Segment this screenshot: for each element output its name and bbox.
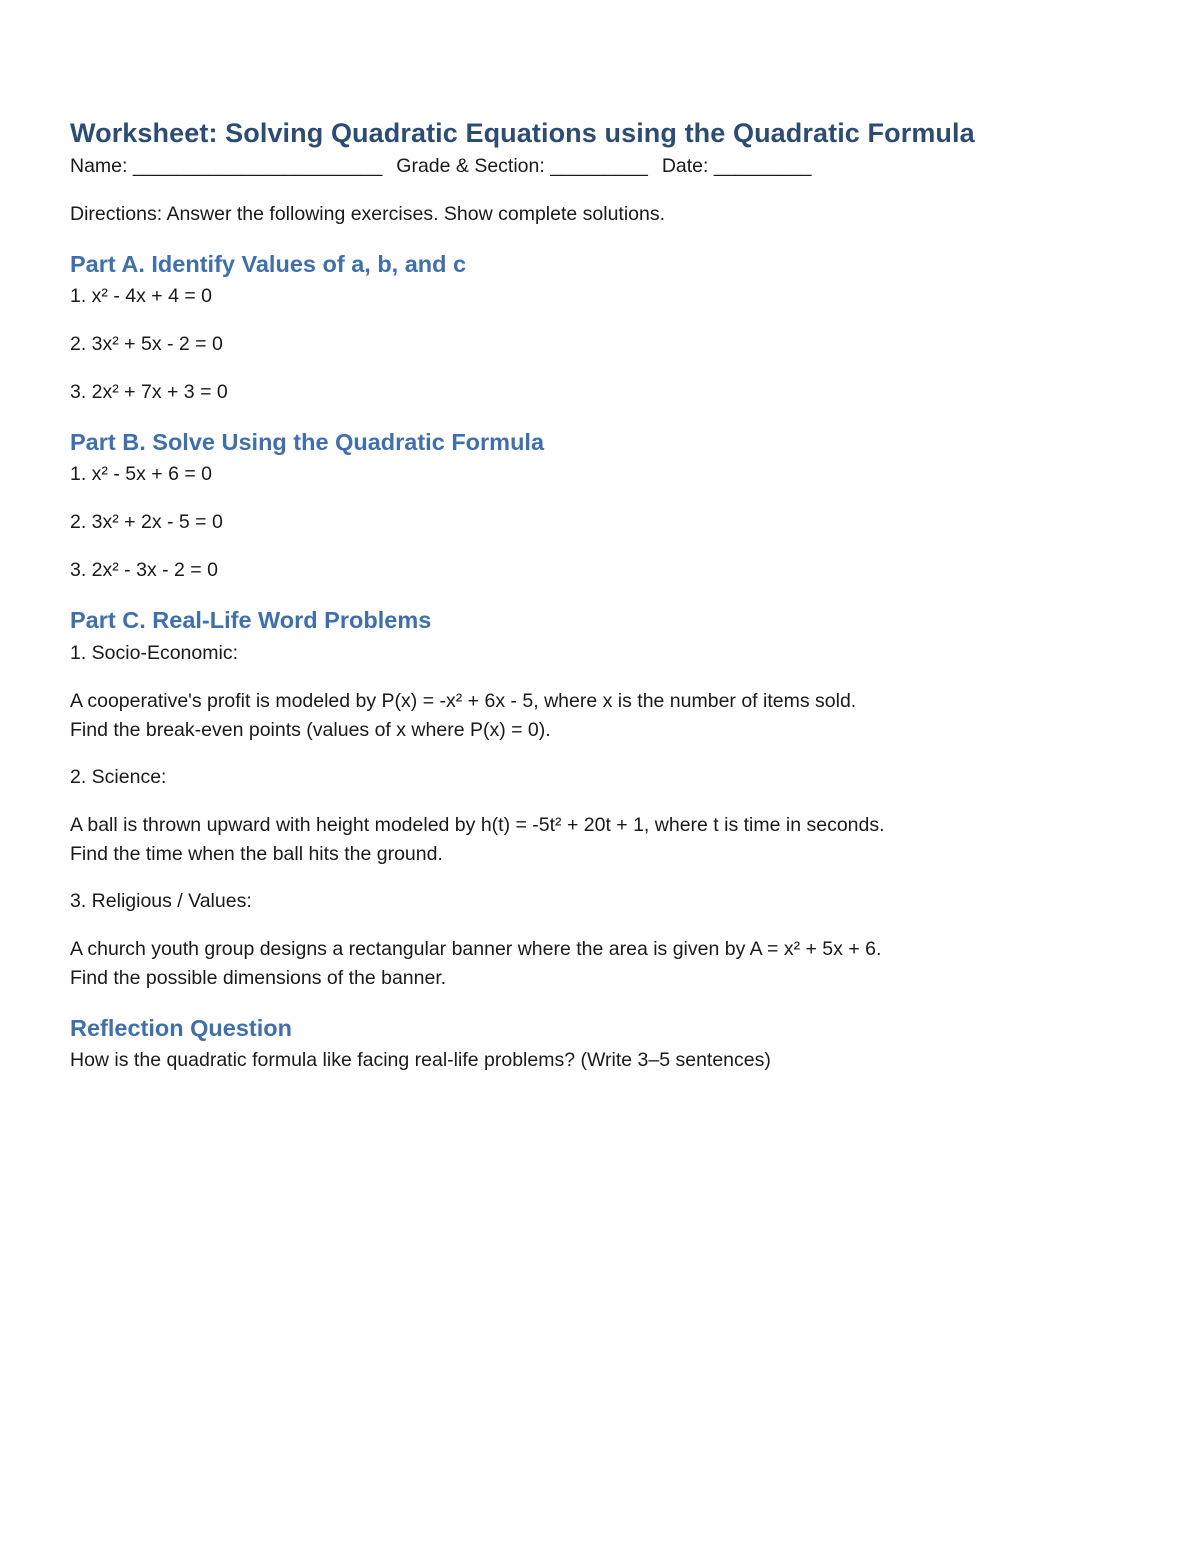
part-b-item-2: 2. 3x² + 2x - 5 = 0 bbox=[70, 511, 223, 533]
problem-1-line-1: A cooperative's profit is modeled by P(x) = -x² + 6x - 5, where x is the number of items sold. bbox=[70, 690, 857, 712]
part-b-heading: Part B. Solve Using the Quadratic Formula bbox=[70, 429, 545, 455]
directions-text: Directions: Answer the following exercises. Show complete solutions. bbox=[70, 203, 666, 225]
grade-section-field: Grade & Section: _________ bbox=[396, 155, 648, 177]
part-c-heading: Part C. Real-Life Word Problems bbox=[70, 607, 432, 633]
problem-3-line-2: Find the possible dimensions of the banner. bbox=[70, 967, 447, 989]
problem-2-line-2: Find the time when the ball hits the ground. bbox=[70, 843, 443, 865]
worksheet-title: Worksheet: Solving Quadratic Equations using the Quadratic Formula bbox=[70, 118, 975, 148]
part-b-item-3: 3. 2x² - 3x - 2 = 0 bbox=[70, 559, 218, 581]
part-a-item-1: 1. x² - 4x + 4 = 0 bbox=[70, 285, 212, 307]
name-field: Name: _______________________ bbox=[70, 155, 383, 177]
date-field: Date: _________ bbox=[661, 155, 812, 177]
part-a-item-2: 2. 3x² + 5x - 2 = 0 bbox=[70, 333, 223, 355]
part-a-item-3: 3. 2x² + 7x + 3 = 0 bbox=[70, 381, 228, 403]
problem-2-label: 2. Science: bbox=[70, 766, 167, 788]
problem-1-label: 1. Socio-Economic: bbox=[70, 642, 238, 664]
problem-2-line-1: A ball is thrown upward with height modeled by h(t) = -5t² + 20t + 1, where t is time in seconds. bbox=[70, 814, 885, 836]
student-info-row bbox=[70, 152, 811, 180]
problem-3-line-1: A church youth group designs a rectangular banner where the area is given by A = x² + 5x + 6. bbox=[70, 938, 882, 960]
part-b-item-1: 1. x² - 5x + 6 = 0 bbox=[70, 463, 212, 485]
reflection-prompt: How is the quadratic formula like facing real-life problems? (Write 3–5 sentences) bbox=[70, 1049, 771, 1071]
problem-3-label: 3. Religious / Values: bbox=[70, 890, 252, 912]
reflection-heading: Reflection Question bbox=[70, 1015, 292, 1041]
problem-1-line-2: Find the break-even points (values of x where P(x) = 0). bbox=[70, 719, 551, 741]
part-a-heading: Part A. Identify Values of a, b, and c bbox=[70, 251, 467, 277]
